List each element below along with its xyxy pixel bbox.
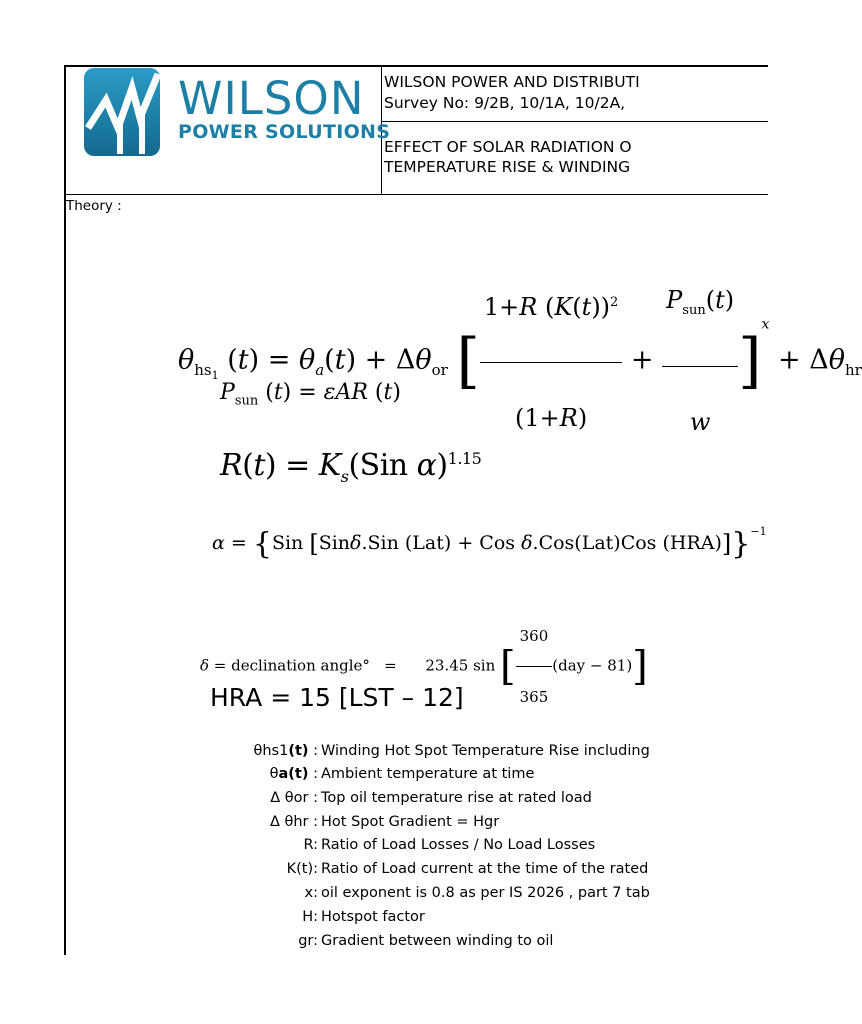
definition-symbol: Δ θhr :: [269, 814, 318, 830]
definition-text: Winding Hot Spot Temperature Rise including: [321, 743, 650, 759]
document-title-line-1: EFFECT OF SOLAR RADIATION O: [384, 138, 632, 156]
definition-row: [0, 740, 768, 762]
document-title-line-2: TEMPERATURE RISE & WINDING: [384, 158, 631, 176]
definition-text: Ratio of Load Losses / No Load Losses: [321, 837, 596, 853]
equation-hotspot: $\theta_{hs_1}$ $(t) = \theta_a(t) + \Delta\theta_{or}$ [ $\frac{1+R (K(t))^2}{(1+R)}$ + $\frac{P_{sun}(t)}{w}$ ]$^x + \Delta\theta_{hr}$: [178, 245, 768, 355]
header-horizontal-divider: [381, 121, 768, 122]
definition-row: [0, 906, 768, 928]
definition-row: [0, 930, 768, 952]
definition-symbol: K(t):: [286, 861, 318, 877]
header-bottom-border: [64, 194, 768, 195]
definition-symbol: R:: [303, 837, 318, 853]
definition-symbol: θhs1(t) :: [253, 743, 318, 759]
company-address: Survey No: 9/2B, 10/1A, 10/2A,: [384, 94, 626, 112]
definition-row: [0, 811, 768, 833]
definition-text: Hotspot factor: [321, 909, 425, 925]
definition-text: oil exponent is 0.8 as per IS 2026 , part 7 tab: [321, 885, 650, 901]
definition-symbol: θa(t) :: [269, 766, 318, 782]
equation-hra: HRA = 15 [LST – 12]: [210, 683, 464, 712]
equation-psun: $P_{sun}$ (t) = εAR (t): [220, 380, 401, 409]
logo-name: WILSON: [178, 72, 365, 125]
equation-declination: δ = declination angle° = 23.45 sin [ $\frac{360}{365}$ (day − 81)]: [200, 606, 648, 727]
logo-tagline: POWER SOLUTIONS: [178, 121, 391, 143]
definition-row: [0, 858, 768, 880]
definition-row: [0, 763, 768, 785]
equation-radiation: $R(t) = K_s(Sin$ α)$^{1.15}$: [220, 448, 482, 486]
definition-text: Ratio of Load current at the time of the rated: [321, 861, 649, 877]
definition-row: [0, 882, 768, 904]
definition-symbol: Δ θor :: [270, 790, 318, 806]
theory-label: Theory :: [66, 198, 122, 214]
definition-text: Gradient between winding to oil: [321, 933, 554, 949]
company-name: WILSON POWER AND DISTRIBUTI: [384, 73, 640, 91]
definition-text: Hot Spot Gradient = Hgr: [321, 814, 500, 830]
definition-symbol: gr:: [298, 933, 318, 949]
definition-symbol: H:: [302, 909, 318, 925]
definition-row: [0, 834, 768, 856]
definition-text: Ambient temperature at time: [321, 766, 535, 782]
definition-text: Top oil temperature rise at rated load: [321, 790, 592, 806]
definition-row: [0, 787, 768, 809]
definition-symbol: x:: [304, 885, 318, 901]
equation-alpha: α = {Sin [Sinδ.Sin (Lat) + Cos δ.Cos(Lat)Cos (HRA)]}$^{-1}$: [212, 525, 767, 562]
